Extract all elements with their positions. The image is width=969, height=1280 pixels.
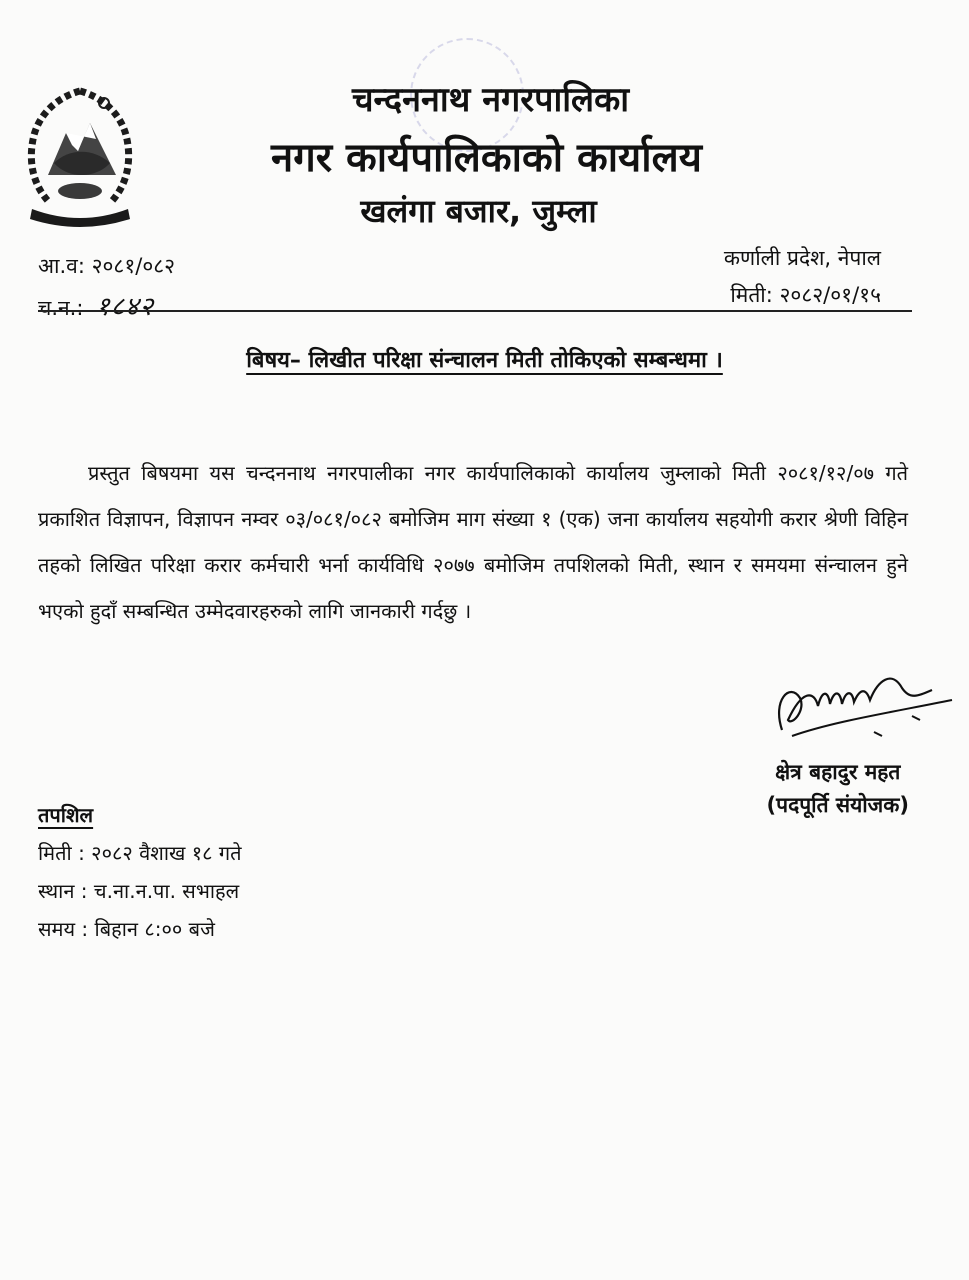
signer-name: क्षेत्र बहादुर महत xyxy=(775,760,901,784)
signer-block xyxy=(767,756,909,821)
office-address: खलंगा बजार, जुम्ला xyxy=(360,192,597,230)
schedule-time: समय : बिहान ८:०० बजे xyxy=(38,917,215,941)
meta-left-block xyxy=(38,248,175,330)
reference-row xyxy=(38,285,175,331)
header-divider xyxy=(38,310,912,312)
schedule-heading: तपशिल xyxy=(38,803,94,827)
fiscal-year: आ.व: २०८१/०८२ xyxy=(38,254,176,278)
schedule-place: स्थान : च.ना.न.पा. सभाहल xyxy=(38,879,240,903)
body-paragraph: प्रस्तुत बिषयमा यस चन्दननाथ नगरपालीका नगर कार्यपालिकाको कार्यालय जुम्लाको मिती २०८१/१२/०७ गते प्रकाशित विज्ञापन, विज्ञापन नम्वर ०३/०८१/०८२ बमोजिम माग संख्या १ (एक) जना कार्यालय सहयोगी करार श्रेणी विहिन तहको लिखित परिक्षा करार कर्मचारी भर्ना कार्यविधि २०७७ बमोजिम तपशिलको मिती, स्थान र समयमा संन्चालन हुने भएको हुदाँ सम्बन्धित उम्मेदवारहरुको लागि जानकारी गर्दछु । xyxy=(38,461,908,623)
letter-date: मिती: २०८२/०१/१५ xyxy=(730,282,881,307)
municipality-name: चन्दननाथ नगरपालिका xyxy=(351,80,630,120)
schedule-block xyxy=(38,796,242,948)
signer-title: (पदपूर्ति संयोजक) xyxy=(766,792,909,817)
schedule-date: मिती : २०८२ वैशाख १८ गते xyxy=(38,841,242,865)
signature-mark xyxy=(762,660,962,755)
reference-label: च.न.: xyxy=(38,295,84,320)
office-name: नगर कार्यपालिकाको कार्यालय xyxy=(271,135,702,181)
subject-line xyxy=(0,344,969,374)
province: कर्णाली प्रदेश, नेपाल xyxy=(723,246,881,270)
subject-text: बिषय– लिखीत परिक्षा संन्चालन मिती तोकिएको सम्बन्धमा । xyxy=(246,348,723,373)
reference-number: १८४२ xyxy=(96,291,155,322)
meta-right-block xyxy=(724,240,881,314)
